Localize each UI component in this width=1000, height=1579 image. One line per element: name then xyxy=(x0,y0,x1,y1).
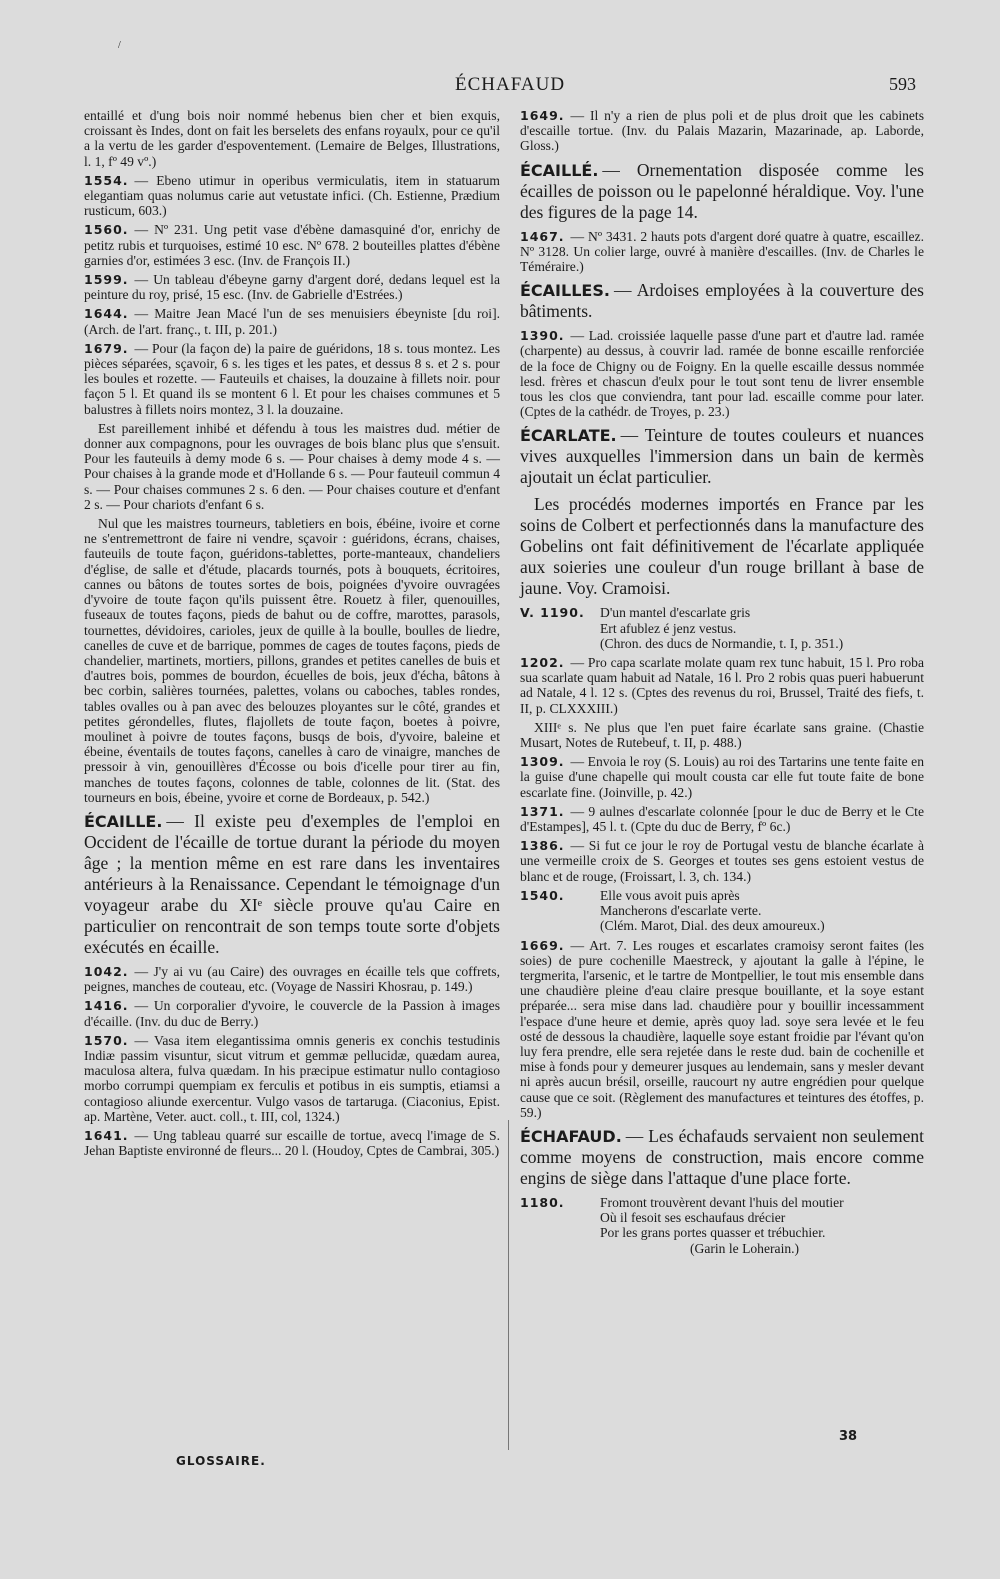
left-column xyxy=(84,108,500,1162)
verse-1190: V. 1190. D'un mantel d'escarlate gris Ert afublez é jenz vestus. (Chron. des ducs de Normandie, t. I, p. 351.) xyxy=(520,605,844,651)
headword-echafaud: ÉCHAFAUD. — Les échafauds servaient non seulement comme moyens de construction, mais encore comme engins de siège dans l'attaque d'une place forte. xyxy=(520,1125,924,1188)
entry-1416: 1416. — Un corporalier d'yvoire, le couvercle de la Passion à images d'écaille. (Inv. du duc de Berry.) xyxy=(84,998,500,1029)
entry-1570: 1570. — Vasa item elegantissima omnis generis ex conchis testudinis Indiæ passim visuntur, sicut vitrum et gemmæ pellucidæ, quædam aurea, maculosa altera, fulva quædam. In his præcipue estimatur nullo contagioso morbo corrumpi quempiam ex ferculis et potibus in eis sumptis, etiamsi a contagioso aliunde exercentur. Vulgo vasos de tartaruga. (Ciaconius, Epist. ap. Martène, Veter. auct. coll., t. III, col, 1324.) xyxy=(84,1032,500,1124)
entry-1560: 1560. — Nº 231. Ung petit vase d'ébène damasquiné d'or, enrichy de petitz rubis et turquoises, estimé 10 esc. Nº 678. 2 bouteilles plattes d'ébène garnies d'or, estimées 3 esc. (Inv. de François II.) xyxy=(84,222,500,268)
entry-1649: 1649. — Il n'y a rien de plus poli et de plus droit que les cabinets d'escaille tortue. (Inv. du Palais Mazarin, Mazarinade, ap. Laborde, Gloss.) xyxy=(520,108,924,154)
entry-1599: 1599. — Un tableau d'ébeyne garny d'argent doré, dedans lequel est la peinture du roy, prisé, 15 esc. (Inv. de Gabrielle d'Estrées.) xyxy=(84,272,500,303)
entry-xiii: XIIIᵉ s. Ne plus que l'en puet faire écarlate sans graine. (Chastie Musart, Notes de Rutebeuf, t. II, p. 488.) xyxy=(520,719,924,751)
entry-1386: 1386. — Si fut ce jour le roy de Portugal vestu de blanche écarlate à une vermeille croix de S. Georges et toutes ses gens estoient vestus de blanc et de rouge, (Froissart, l. 3, ch. 134.) xyxy=(520,838,924,884)
entry-1202: 1202. — Pro capa scarlate molate quam rex tunc habuit, 15 l. Pro roba sua scarlate quam habuit ad Natale, 16 l. Pro 2 robis quas pueri habuerunt ad Natale, 4 l. 12 s. (Cptes des revenus du roi, Brussel, Traité des fiefs, t. II, p. CLXXXIII.) xyxy=(520,655,924,716)
margin-mark: / xyxy=(118,40,121,51)
entry-1042: 1042. — J'y ai vu (au Caire) des ouvrages en écaille tels que coffrets, peignes, manches de couteau, etc. (Voyage de Nassiri Khosrau, p. 149.) xyxy=(84,963,500,995)
entry-paragraph: entaillé et d'ung bois noir nommé hebenus bien cher et bien exquis, croissant ès Indes, dont on fait les berselets des enfans royaulx, pour ce qu'il a la vertu de les garder d'espoventement. (Lemaire de Belges, Illustrations, l. 1, fº 49 vº.) xyxy=(84,108,500,169)
entry-1669: 1669. — Art. 7. Les rouges et escarlates cramoisy seront faites (les soies) de pure cochenille Maestreck, y ajoutant la galle à l'épine, le tergmerita, l'arsenic, et le tartre de Montpellier, le tout mis ensemble dans une chaudière pleine d'eau claire presque bouillante, et la soye estant préparée... sera mise dans lad. chaudière pour y bouillir incessamment l'espace d'une heure et demie, après quoy lad. soye sera levée et le feu osté de dessous la chaudière, laquelle soye estant froidie par l'évant qu'on luy fera prendre, elle sera rejetée dans le reste dud. bain de cochenille et mise à fonds pour y demeurer jusques au lendemain, sans y mesler devant ni après aucun brésil, orseille, raucourt ny autre engrédien pour quelque cause que ce soit. (Règlement des manufactures et teintures des étoffes, p. 59.) xyxy=(520,937,924,1120)
entry-1390: 1390. — Lad. croissiée laquelle passe d'une part et d'autre lad. ramée (charpente) au dessus, à couvrir lad. ramée de bonne escaille renforciée de la foce de Chigny ou de Foigny. En la quelle escaille dessus nommée lesd. frères et chascun d'eulx pour le tout sont tenu de livrer ensemble tous les clos que conviendra, tant pour lad. escaille comme pour later. (Cptes de la cathédr. de Troyes, p. 23.) xyxy=(520,328,924,420)
headword-ecaille-2: ÉCAILLÉ. — Ornementation disposée comme les écailles de poisson ou le papelonné héraldique. Voy. l'une des figures de la page 14. xyxy=(520,159,924,222)
entry-1641: 1641. — Ung tableau quarré sur escaille de tortue, avecq l'image de S. Jehan Baptiste environné de fleurs... 20 l. (Houdoy, Cptes de Cambrai, 305.) xyxy=(84,1127,500,1159)
entry-1309: 1309. — Envoia le roy (S. Louis) au roi des Tartarins une tente faite en la guise d'une chapelle qui moult cousta car elle fut toute faite de bone escarlate fine. (Joinville, p. 42.) xyxy=(520,754,924,800)
headword-ecarlate: ÉCARLATE. — Teinture de toutes couleurs et nuances vives auxquelles l'immersion dans un bain de kermès ajoutait un éclat particulier. xyxy=(520,425,924,488)
column-divider xyxy=(508,1120,509,1450)
signature-mark: 38 xyxy=(839,1429,858,1444)
page-number: 593 xyxy=(889,74,916,94)
entry-1679: 1679. — Pour (la façon de) la paire de guéridons, 18 s. tous montez. Les pièces séparées, sçavoir, 6 s. les tiges et les pates, et dessus 8 s. et 2 s. pour les boules et rozette. — Fauteuils et chaises, la douzaine à fillets noir. pour façon 5 l. Et quand ils se montent 6 l. Et pour les chaises communes et 5 balustres à fillets noirs montez, 3 l. la douzaine. xyxy=(84,340,500,417)
headword-ecailles: ÉCAILLES. — Ardoises employées à la couverture des bâtiments. xyxy=(520,280,924,322)
entry-1554: 1554. — Ebeno utimur in operibus vermiculatis, item in statuarum elegantiam quas nolumus carie aut vetustate infici. (Ch. Estienne, Prædium rusticum, 603.) xyxy=(84,172,500,219)
running-head xyxy=(0,74,1000,98)
verse-1540: 1540. Elle vous avoit puis après Mancherons d'escarlate verte. (Clém. Marot, Dial. des deux amoureux.) xyxy=(520,887,825,934)
right-column xyxy=(520,108,924,1260)
verse-1180: 1180. Fromont trouvèrent devant l'huis del moutier Où il fesoit ses eschaufaus drécier Por les grans portes quasser et trébuchier. (Garin le Loherain.) xyxy=(520,1194,844,1256)
entry-1371: 1371. — 9 aulnes d'escarlate colonnée [pour le duc de Berry et le Cte d'Estampes], 45 l. t. (Cpte du duc de Berry, fº 6c.) xyxy=(520,803,924,835)
entry-1644: 1644. — Maitre Jean Macé l'un de ses menuisiers ébeyniste [du roi]. (Arch. de l'art. franç., t. III, p. 201.) xyxy=(84,306,500,337)
ecarlate-paragraph: Les procédés modernes importés en France par les soins de Colbert et perfectionnés dans la manufacture des Gobelins ont fait définitivement de l'écarlate appliquée aux soieries une couleur d'un rouge brillant à base de jaune. Voy. Cramoisi. xyxy=(520,494,924,599)
footer-glossaire: GLOSSAIRE. xyxy=(176,1454,266,1468)
headword-ecaille: ÉCAILLE. — Il existe peu d'exemples de l'emploi en Occident de l'écaille de tortue durant la période du moyen âge ; la mention même en est rare dans les inventaires antérieurs à la Renaissance. Cependant le témoignage d'un voyageur arabe du XIᵉ siècle prouve qu'au Caire en particulier on rencontrait de son temps toute sorte d'objets exécutés en écaille. xyxy=(84,810,500,957)
entry-paragraph: Est pareillement inhibé et défendu à tous les maistres dud. métier de donner aux compagnons, pour les ouvrages de bois blanc plus que s'ensuit. Pour les fauteuils à demy mode 6 s. — Pour chaises à demy mode 4 s. — Pour chaises à la grande mode et d'Hollande 6 s. — Pour fauteuil commun 4 s. — Pour chaises communes 2 s. 6 den. — Pour chaises couture et d'enfant 2 s. — Pour chariots d'enfant 6 s. xyxy=(84,420,500,512)
entry-paragraph: Nul que les maistres tourneurs, tabletiers en bois, ébéine, ivoire et corne ne s'entremettront de faire ni vendre, sçavoir : guéridons, écrans, chaises, fauteuils de toute façon, guéridons-tablettes, porte-manteaux, chandeliers d'église, de salle et d'étude, placards tournés, pots à bouquets, écritoires, cannes ou bâtons de toutes sortes de bois, poignées d'yvoire ouvragées d'yvoire de toute façon qu'ils puissent être. Rouetz à filer, quenouilles, fuseaux de toutes façons, pieds de bahut ou de coffre, marottes, parasols, tournettes, dévidoires, carioles, jeux de quille à la boulle, boulles de liedre, canelles de cuve et de barrique, pommes de cages de toutes façons, pieds de chandelier, martinets, mortiers, pillons, grandes et petites canelles de buis et d'autres bois, pommes de bourdon, écuelles de bois, jeux d'écha, bâtons à bec corbin, salières tournées, palettes, volans ou caboches, tables rondes, tables ovalles ou à pan avec des belouzes ployantes sur le côté, grandes et petites gérondelles, flutes, flajollets de toute façon, boetes à poivre, moulinet à poivre de toutes façons, busqs de bois, d'yvoire, baleine et ébeine, éventails de toutes façons, canelles à caro de vinaigre, manches de pressoir à vin, genouillères d'Écosse ou bois d'icelle pour tirer au fin, manches de toutes façons, colonnes de table, colonnes de lit. (Stat. des tourneurs en bois, ébeine, yvoire et corne de Bordeaux, p. 542.) xyxy=(84,516,500,805)
page-title: ÉCHAFAUD xyxy=(455,74,566,95)
entry-1467: 1467. — Nº 3431. 2 hauts pots d'argent doré quatre à quatre, escaillez. Nº 3128. Un colier large, ouvré à manière d'escailles. (Inv. de Charles le Téméraire.) xyxy=(520,228,924,275)
